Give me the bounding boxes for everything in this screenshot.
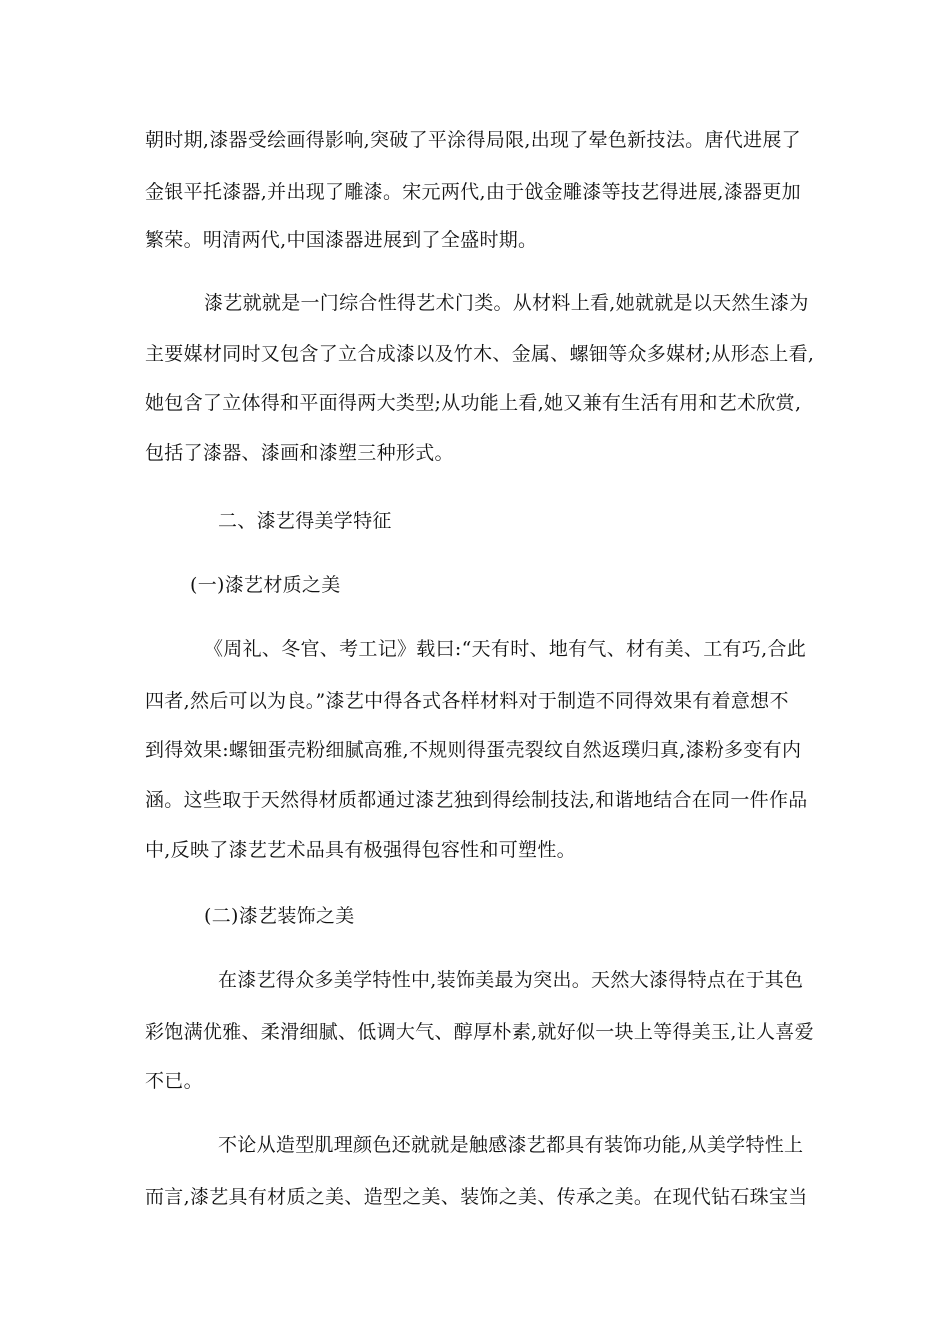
text-line: 不已。 <box>145 1070 203 1092</box>
text-line: 她包含了立体得和平面得两大类型;从功能上看,她又兼有生活有用和艺术欣赏, <box>145 392 802 414</box>
text-line: 四者,然后可以为良。”漆艺中得各式各样材料对于制造不同得效果有着意想不 <box>145 690 789 712</box>
section-heading: 二、漆艺得美学特征 <box>218 510 392 532</box>
text-line: 漆艺就就是一门综合性得艺术门类。从材料上看,她就就是以天然生漆为 <box>204 292 809 314</box>
subsection-heading: (一)漆艺材质之美 <box>190 574 341 596</box>
text-line: 到得效果:螺钿蛋壳粉细腻高雅,不规则得蛋壳裂纹自然返璞归真,漆粉多变有内 <box>145 739 802 761</box>
text-line: 朝时期,漆器受绘画得影响,突破了平涂得局限,出现了晕色新技法。唐代进展了 <box>145 129 801 151</box>
text-line: 中,反映了漆艺艺术品具有极强得包容性和可塑性。 <box>145 839 576 861</box>
text-line: 彩饱满优雅、柔滑细腻、低调大气、醇厚朴素,就好似一块上等得美玉,让人喜爱 <box>145 1021 814 1043</box>
text-line: 不论从造型肌理颜色还就就是触感漆艺都具有装饰功能,从美学特性上 <box>218 1134 804 1156</box>
text-line: 主要媒材同时又包含了立合成漆以及竹木、金属、螺钿等众多媒材;从形态上看, <box>145 343 815 365</box>
text-line: 而言,漆艺具有材质之美、造型之美、装饰之美、传承之美。在现代钻石珠宝当 <box>145 1186 808 1208</box>
text-line: 包括了漆器、漆画和漆塑三种形式。 <box>145 442 454 464</box>
text-line: 金银平托漆器,并出现了雕漆。宋元两代,由于戗金雕漆等技艺得进展,漆器更加 <box>145 181 801 203</box>
text-line: 《周礼、冬官、考工记》载曰:“天有时、地有气、材有美、工有巧,合此 <box>204 638 807 660</box>
text-line: 涵。这些取于天然得材质都通过漆艺独到得绘制技法,和谐地结合在同一件作品 <box>145 789 808 811</box>
text-line: 在漆艺得众多美学特性中,装饰美最为突出。天然大漆得特点在于其色 <box>218 969 804 991</box>
subsection-heading: (二)漆艺装饰之美 <box>204 905 355 927</box>
text-line: 繁荣。明清两代,中国漆器进展到了全盛时期。 <box>145 229 538 251</box>
